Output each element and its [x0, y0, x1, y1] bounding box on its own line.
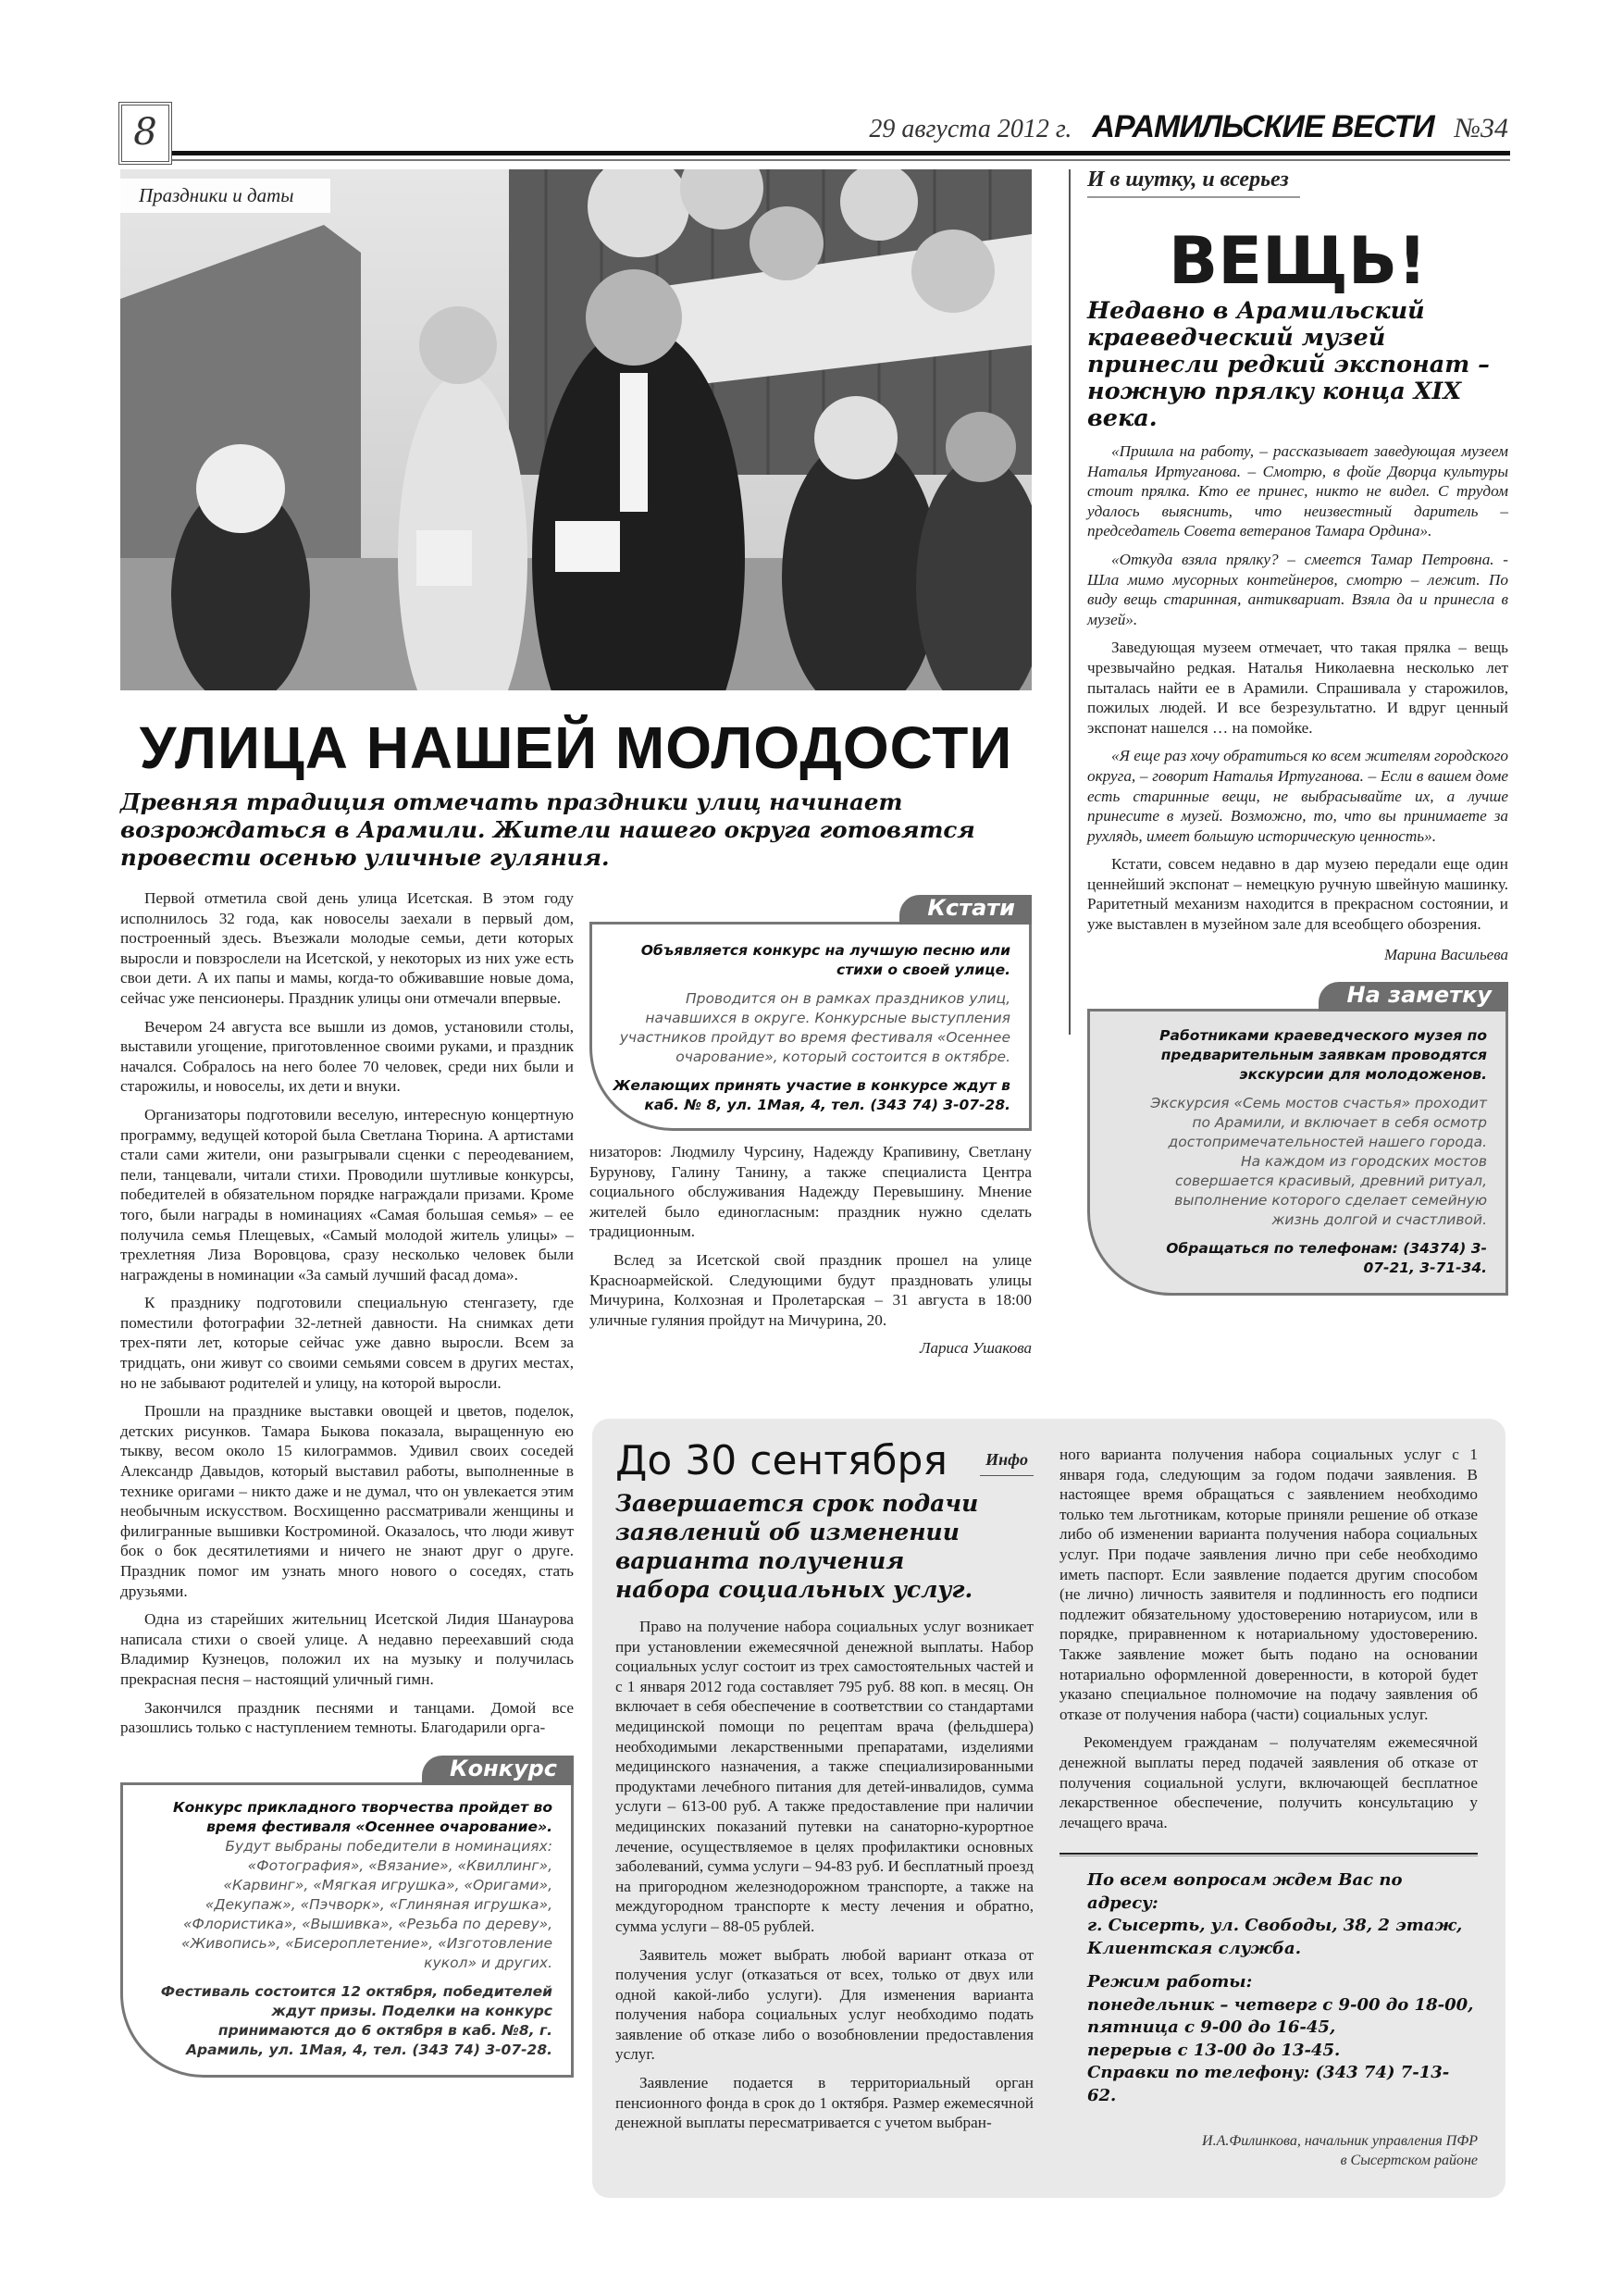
konkurs-nominations: Будут выбраны победители в номинациях: «Фотография», «Вязание», «Квиллинг», «Карвинг», «Мягкая игрушка», «Оригами», «Декупаж», «Пэчворк», «Глиняная игрушка», «Флористика», «Вышивка», «Резьба по дереву», «Живопись», «Бисероплетение», «Изготовление кукол» и других.: [180, 1837, 552, 1971]
schedule-line: перерыв с 13-00 до 13-45.: [1087, 2040, 1341, 2060]
info-headline: До 30 сентября: [615, 1437, 948, 1484]
paragraph: Вечером 24 августа все вышли из домов, установили столы, выставили угощение, приготовленное своими руками, и праздник начался. Собралось на него более 70 человек, среди них были и старожилы, и новоселы, их дети и внуки.: [120, 1017, 574, 1096]
info-divider: [1059, 1853, 1478, 1856]
na-zametku-contact: Обращаться по телефонам: (34374) 3-07-21, 3-71-34.: [1166, 1239, 1487, 1276]
paragraph: Заявитель может выбрать любой вариант отказа от получения услуг (отказаться от всех, только от двух или одной какой-либо услуги). Для изменения варианта получения набора социальных услуг необходимо подать заявление об отказе либо о возобновлении предоставления услуг.: [615, 1945, 1034, 2064]
paragraph: Закончился праздник песнями и танцами. Домой все разошлись только с наступлением темноты. Благодарили орга-: [120, 1698, 574, 1737]
na-zametku-details: Экскурсия «Семь мостов счастья» проходит по Арамили, и включает в себя осмотр достопримечательностей нашего города. На каждом из городских мостов совершается красивый, древний ритуал, выполнение которого сделает семейную жизнь долгой и счастливой.: [1150, 1094, 1487, 1228]
schedule-line: Режим работы:: [1087, 1972, 1253, 1992]
info-article-panel: [592, 1419, 1505, 2198]
paragraph: «Пришла на работу, – рассказывает заведующая музеем Наталья Иртуганова. – Смотрю, в фойе Дворца культуры стоит прялка. Кто ее принес, никто не видел. С трудом удалось выяснить, что неизвестный даритель – председатель Совета ветеранов Тамара Ордина».: [1087, 442, 1508, 540]
side-rubric: И в шутку, и всерьез: [1087, 168, 1289, 192]
photo-image: [120, 169, 1032, 690]
street-festival-photo: [120, 169, 1032, 690]
issue-date: 29 августа 2012 г.: [869, 115, 1072, 143]
na-zametku-tab: На заметку: [1319, 982, 1508, 1011]
paragraph: Организаторы подготовили веселую, интересную концертную программу, ведущей которой была Светлана Тюрина. А артистами стали сами жители, они разыгрывали сценки с переодеванием, пели, танцевали, читали стихи. Проводили шутливые конкурсы, победителей в обязательном порядке награждали призами. Кроме того, были награды в номинациях «Самая большая семья» – ее получила семья Плещевых, «Самый молодой житель улицы» – трехлетняя Лиза Воровцова, сразу несколько человек были награждены в номинации «За самый лучший фасад дома».: [120, 1105, 574, 1284]
main-article-column-2: [589, 1142, 1032, 1358]
side-headline: ВЕЩЬ!: [1168, 223, 1428, 299]
info-rubric: Инфо: [985, 1450, 1028, 1469]
info-lede: Завершается срок подачи заявлений об изменении варианта получения набора социальных услуг.: [615, 1490, 979, 1603]
side-rubric-rule: [1087, 196, 1300, 198]
rubric-text: Праздники и даты: [139, 184, 294, 206]
side-lede: Недавно в Арамильский краеведческий музей принесли редкий экспонат – ножную прялку конца XIX века.: [1087, 297, 1490, 432]
paragraph: Заведующая музеем отмечает, что такая прялка – вещь чрезвычайно редкая. Наталья Николаевна несколько лет пыталась найти ее в Арамили. Спрашивала у старожилов, пожилых людей. И все безрезультатно. И вдруг ценный экспонат нашелся … на помойке.: [1087, 639, 1508, 737]
paragraph: «Я еще раз хочу обратиться ко всем жителям городского округа, – говорит Наталья Иртуганова. – Если в вашем доме есть старинные вещи, не выбрасывайте их, а лучше принесите в музей. Возможно, то, что вы принимаете за рухлядь, имеет большую историческую ценность».: [1087, 747, 1508, 845]
page-number: 8: [133, 111, 157, 154]
paragraph: Право на получение набора социальных услуг возникает при установлении ежемесячной денежной выплаты. Набор социальных услуг состоит из трех самостоятельных частей и с 1 января 2012 года составляет 795 руб. 88 коп. в месяц. Он включает в себя обеспечение в соответствии со стандартами медицинской помощи по рецептам врача (фельдшера) необходимыми лекарственными препаратами, изделиями медицинского назначения, а также специализированными продуктами лечебного питания для детей-инвалидов, сумма услуги – 613-00 руб. А также предоставление при наличии медицинских показаний путевки на санаторно-курортное лечение, осуществляемое в целях профилактики основных заболеваний, сумма услуги – 94-83 руб. И бесплатный проезд на пригородном железнодорожном транспорте, а также на междугородном транспорте к месту лечения и обратно, сумма услуги – 88-05 рублей.: [615, 1618, 1034, 1935]
side-column: [1087, 163, 1508, 1296]
kstati-announcement: Объявляется конкурс на лучшую песню или стихи о своей улице.: [640, 942, 1010, 978]
na-zametku-box: [1087, 981, 1508, 1296]
main-lede: Древняя традиция отмечать праздники улиц начинает возрождаться в Арамили. Жители нашего округа готовятся провести осенью уличные гуляния.: [120, 788, 975, 871]
kstati-details: Проводится он в рамках праздников улиц, начавшихся в округе. Конкурсные выступления участников пройдут во время фестиваля «Осеннее очарование», который состоится в октябре.: [619, 990, 1010, 1065]
info-column-1: [615, 1617, 1034, 2133]
paragraph: Кстати, совсем недавно в дар музею передали еще один ценнейший экспонат – немецкую ручную швейную машинку. Раритетный механизм находится в прекрасном состоянии, и уже выставлен в музейном зале для всеобщего обозрения.: [1087, 855, 1508, 934]
contact-line: г. Сысерть, ул. Свободы, 38, 2 этаж,: [1087, 1916, 1463, 1936]
kstati-tab: Кстати: [899, 895, 1032, 925]
paragraph: Рекомендуем гражданам – получателям ежемесячной денежной выплаты перед подачей заявления об отказе от получения социальной услуги, включающей бесплатное лекарственное обеспечение, получить консультацию у лечащего врача.: [1059, 1733, 1478, 1831]
header-rule: [172, 151, 1510, 155]
info-author-district: в Сысертском районе: [1340, 2153, 1478, 2169]
main-article-column-1: [120, 888, 574, 1738]
kstati-contact: Желающих принять участие в конкурсе ждут в каб. № 8, ул. 1Мая, 4, тел. (343 74) 3-07-28.: [613, 1077, 1010, 1113]
schedule-line: Справки по телефону: (343 74) 7-13-62.: [1087, 2063, 1450, 2105]
paragraph: Прошли на празднике выставки овощей и цветов, поделок, детских рисунков. Тамара Быкова показала, выращенную ею тыкву, весом около 15 килограммов. Удивил своих соседей Александр Давыдов, который выставил работы, выполненные в технике оригами – никто даже и не думал, что он увлекается этим необычным искусством. Восхищенно рассматривали женщины и филигранные вышивки Костроминой. Оказалось, что люди живут бок о бок десятилетиями и ничего не знают друг о друге. Праздник помог им узнать много нового о соседях, стать друзьями.: [120, 1402, 574, 1600]
page-number-box: [118, 102, 172, 165]
paragraph: Вслед за Исетской свой праздник прошел на улице Красноармейской. Следующими будут праздновать улицы Мичурина, Колхозная и Пролетарская – 31 августа в 18:00 уличные гуляния пройдут на Мичурина, 20.: [589, 1250, 1032, 1329]
konkurs-announcement: Конкурс прикладного творчества пройдет во время фестиваля «Осеннее очарование».: [172, 1798, 552, 1835]
paragraph: Первой отметила свой день улица Исетская. В этом году исполнилось 32 года, как новоселы заехали в первый дом, построенный здесь. Въезжали молодые семьи, дети которых выросли и повзрослели на Исетской, у некоторых из них уже есть свои дети. А их папы и мамы, когда-то обживавшие новые дома, сейчас уже пенсионеры. Праздник улицы они отмечали впервые.: [120, 889, 574, 1007]
issue-number: №34: [1454, 113, 1508, 143]
rubric-label: [120, 179, 330, 213]
info-contact-block: [1059, 1869, 1478, 2107]
paragraph: ного варианта получения набора социальных услуг с 1 января года, следующим за годом подачи заявления. В настоящее время обращаться с заявлением необходимо только тем льготникам, которые приняли решение об отказе либо об изменении варианта получения набора социальных услуг. При подаче заявления лично при себе необходимо иметь паспорт. Если заявление подается другим способом (не лично) личность заявителя и подлинность его подписи подлежит обязательному удостоверению нотариусом, или в порядке, приравненном к нотариальному удостоверению. Также заявление может быть подано на основании нотариально оформленной доверенности, в которой будет указано специальное полномочие на подачу заявления об отказе от получения набора (части) социальных услуг.: [1059, 1446, 1478, 1723]
kstati-box: [589, 895, 1032, 1131]
paragraph: Одна из старейших жительниц Исетской Лидия Шанаурова написала стихи о своей улице. А недавно переехавший сюда Владимир Кузнецов, положил их на музыку и получилась прекрасная песня – настоящий уличный гимн.: [120, 1610, 574, 1688]
konkurs-contact: Фестиваль состоится 12 октября, победителей ждут призы. Поделки на конкурс принимаются до 6 октября в каб. №8, г. Арамиль, ул. 1Мая, 4, тел. (343 74) 3-07-28.: [160, 1982, 552, 2058]
side-article-body: [1087, 441, 1508, 964]
paragraph: К празднику подготовили специальную стенгазету, где поместили фотографии 32-летней давности. На снимках дети трех-пяти лет, которые сейчас уже давно выросли. Всем за тридцать, они живут со своими семьями совсем в других местах, но не забывают родителей и улицу, на которой выросли.: [120, 1294, 574, 1392]
header-rule-thin: [172, 159, 1510, 161]
newspaper-title: АРАМИЛЬСКИЕ ВЕСТИ: [1092, 109, 1434, 144]
info-author-name: И.А.Филинкова, начальник управления ПФР: [1202, 2133, 1478, 2150]
contact-line: Клиентская служба.: [1087, 1938, 1301, 1958]
na-zametku-announcement: Работниками краеведческого музея по предварительным заявкам проводятся экскурсии для молодоженов.: [1159, 1026, 1487, 1083]
side-article-author: Марина Васильева: [1384, 945, 1508, 963]
konkurs-box: [120, 1755, 574, 2078]
schedule-line: понедельник – четверг с 9-00 до 18-00,: [1087, 1994, 1474, 2015]
main-article-author: Лариса Ушакова: [920, 1339, 1032, 1358]
paragraph: «Откуда взяла прялку? – смеется Тамар Петровна. - Шла мимо мусорных контейнеров, смотрю – лежит. По виду вещь старинная, антиквариат. Взяла да и принесла в музей».: [1087, 550, 1508, 628]
main-headline: УЛИЦА НАШЕЙ МОЛОДОСТИ: [139, 714, 1013, 781]
contact-line: По всем вопросам ждем Вас по адресу:: [1087, 1870, 1403, 1913]
paragraph: Заявление подается в территориальный орган пенсионного фонда в срок до 1 октября. Размер ежемесячной денежной выплаты пересматривается с учетом выбран-: [615, 2074, 1034, 2132]
konkurs-tab: Конкурс: [422, 1756, 574, 1785]
schedule-line: пятница с 9-00 до 16-45,: [1087, 2017, 1336, 2038]
info-author: [1059, 2131, 1478, 2170]
info-column-2: [1059, 1445, 1478, 1832]
masthead: [869, 109, 1508, 145]
paragraph: низаторов: Людмилу Чурсину, Надежду Крапивину, Светлану Бурунову, Галину Танину, а также специалиста Центра социального обслуживания Надежду Перевышину. Мнение жителей было единогласным: праздник нужно сделать традиционным.: [589, 1143, 1032, 1241]
column-separator: [1069, 169, 1071, 1035]
